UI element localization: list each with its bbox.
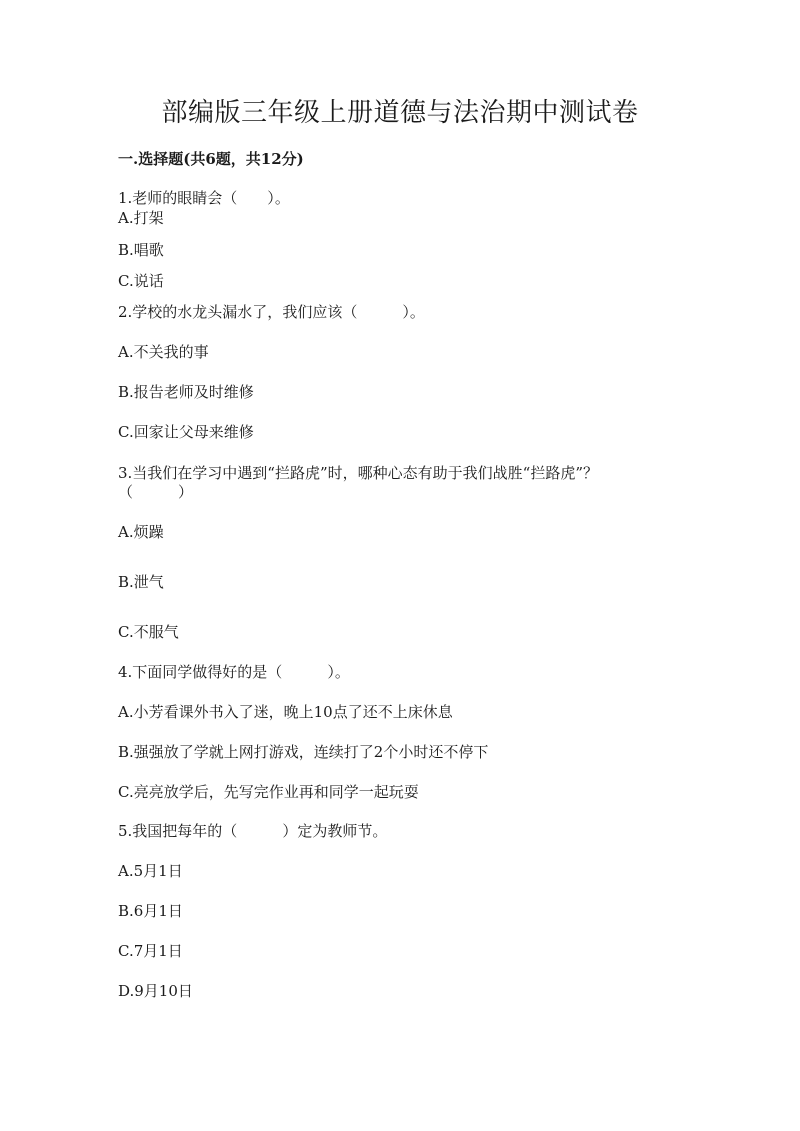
question-3-option-a: A.烦躁 [118,523,164,541]
question-2-stem: 2.学校的水龙头漏水了，我们应该（ ）。 [118,303,425,321]
question-4-option-b: B.强强放了学就上网打游戏，连续打了2个小时还不停下 [118,743,489,761]
question-4-option-a: A.小芳看课外书入了迷，晚上10点了还不上床休息 [118,703,453,721]
question-1-option-c: C.说话 [118,272,164,290]
question-3-answer-blank: （ ） [118,483,194,501]
question-4-option-c: C.亮亮放学后，先写完作业再和同学一起玩耍 [118,783,419,801]
question-3-option-c: C.不服气 [118,623,179,641]
question-1-stem: 1.老师的眼睛会（ ）。 [118,189,290,207]
page-title: 部编版三年级上册道德与法治期中测试卷 [161,98,639,128]
question-5-stem: 5.我国把每年的（ ）定为教师节。 [118,822,388,840]
question-1-option-b: B.唱歌 [118,241,164,259]
question-2-option-c: C.回家让父母来维修 [118,423,254,441]
question-1-option-a: A.打架 [118,209,164,227]
question-5-option-a: A.5月1日 [118,862,183,880]
question-3-stem: 3.当我们在学习中遇到“拦路虎”时，哪种心态有助于我们战胜“拦路虎”？ [118,464,598,482]
question-5-option-c: C.7月1日 [118,942,183,960]
question-5-option-d: D.9月10日 [118,982,193,1000]
question-2-option-a: A.不关我的事 [118,343,209,361]
question-2-option-b: B.报告老师及时维修 [118,383,254,401]
section-heading: 一.选择题(共6题，共12分) [118,150,304,168]
question-4-stem: 4.下面同学做得好的是（ ）。 [118,663,350,681]
question-3-option-b: B.泄气 [118,573,164,591]
question-5-option-b: B.6月1日 [118,902,183,920]
